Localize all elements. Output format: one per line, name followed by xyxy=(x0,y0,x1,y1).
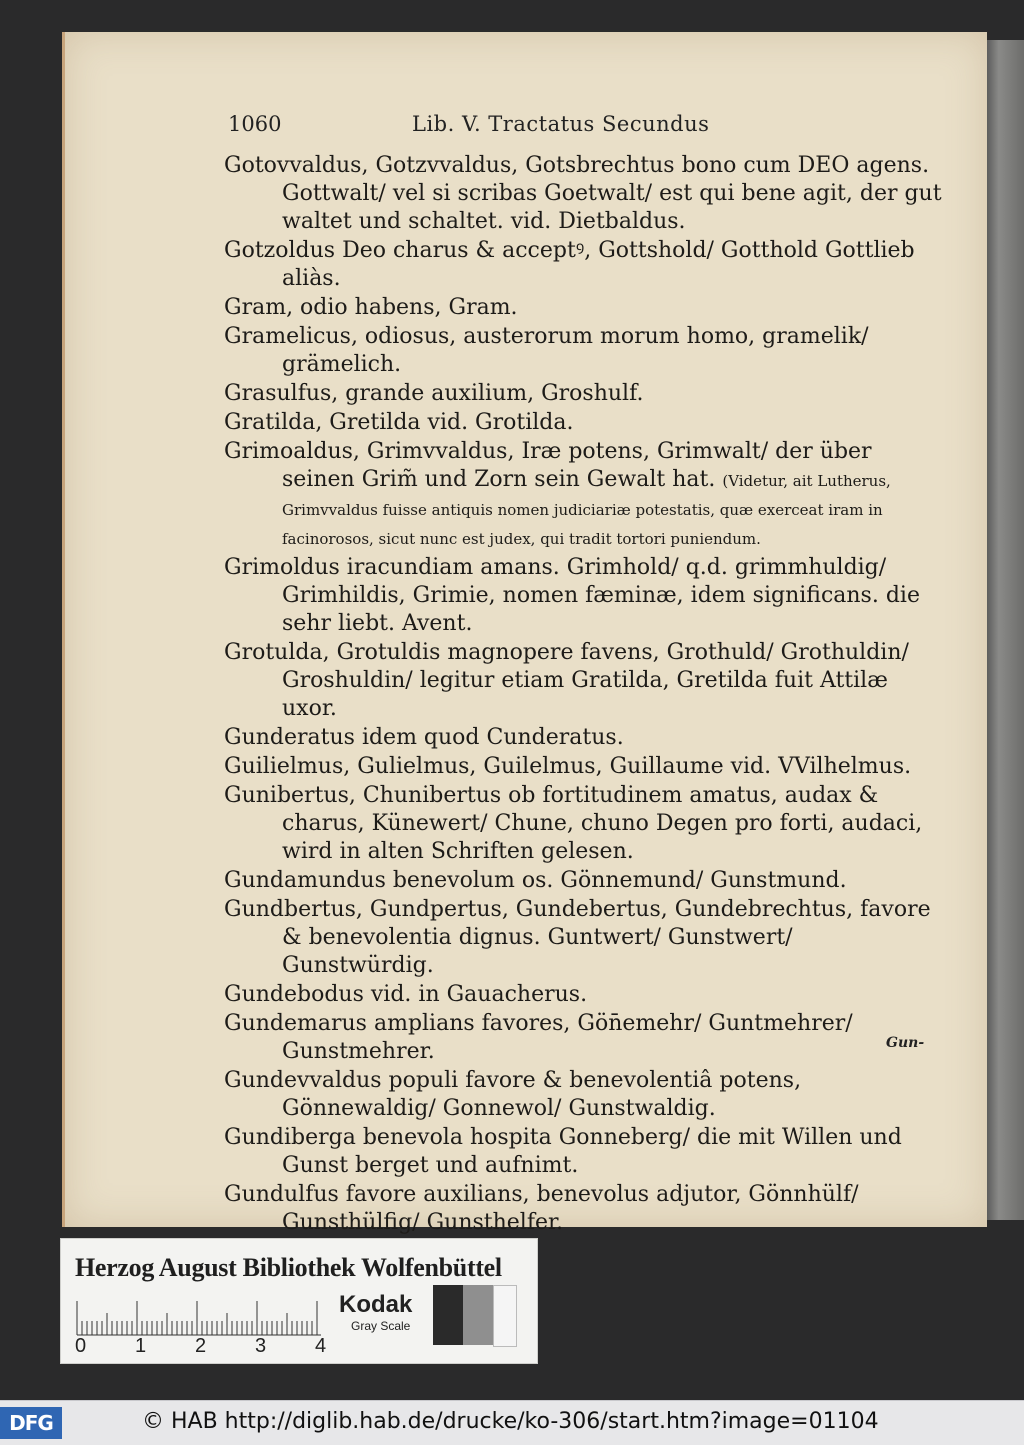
gray-scale-label: Gray Scale xyxy=(351,1319,411,1333)
entry-gunibertus: Gunibertus, Chunibertus ob fortitudinem amatus, audax & charus, Künewert/ Chune, chuno Degen pro forti, audaci, wird in alten Schriften gelesen. xyxy=(224,783,923,864)
swatch-black xyxy=(433,1285,463,1345)
running-title: Lib. V. Tractatus Secundus xyxy=(412,112,710,136)
footer-bar xyxy=(0,1400,1024,1445)
entry-gunderatus: Gunderatus idem quod Cunderatus. xyxy=(224,725,624,750)
entry-grimoaldus-note: (Videtur, ait Lutherus, Grimvvaldus fuisse antiquis nomen judiciariæ potestatis, quæ exerceat iram in facinorosos, sicut nunc est judex, qui tradit tortori puniendum. xyxy=(282,472,891,548)
kodak-logo: Kodak xyxy=(339,1291,413,1318)
entry-gram: Gram, odio habens, Gram. xyxy=(224,295,518,320)
entry-gramelicus: Gramelicus, odiosus, austerorum morum homo, gramelik/ grämelich. xyxy=(224,324,869,377)
ruler-number: 1 xyxy=(135,1335,147,1357)
entry-grotulda: Grotulda, Grotuldis magnopere favens, Grothuld/ Grothuldin/ Groshuldin/ legitur etiam Gratilda, Gretilda fuit Attilæ uxor. xyxy=(224,640,909,721)
entry-gundulfus: Gundulfus favore auxilians, benevolus adjutor, Gönnhülf/ Gunsthülfig/ Gunsthelfer. xyxy=(224,1182,859,1235)
ruler-number: 0 xyxy=(75,1335,87,1357)
entry-grimoaldus xyxy=(224,438,944,553)
glossary-entries xyxy=(224,152,944,1238)
entry-gotovvaldus: Gotovvaldus, Gotzvvaldus, Gotsbrechtus bono cum DEO agens. Gottwalt/ vel si scribas Goetwalt/ est qui bene agit, der gut waltet und schaltet. vid. Dietbaldus. xyxy=(224,153,942,234)
entry-gundevvaldus: Gundevvaldus populi favore & benevolentiâ potens, Gönnewaldig/ Gonnewol/ Gunstwaldig. xyxy=(224,1068,802,1121)
entry-gundamundus: Gundamundus benevolum os. Gönnemund/ Gunstmund. xyxy=(224,868,847,893)
adjacent-page-edge xyxy=(982,40,1024,1220)
entry-gundebodus: Gundebodus vid. in Gauacherus. xyxy=(224,982,588,1007)
ruler-number: 4 xyxy=(315,1335,327,1357)
entry-guilielmus: Guilielmus, Gulielmus, Guilelmus, Guillaume vid. VVilhelmus. xyxy=(224,754,912,779)
library-name: Herzog August Bibliothek Wolfenbüttel xyxy=(75,1253,502,1282)
swatch-white xyxy=(493,1285,517,1347)
entry-grimoldus: Grimoldus iracundiam amans. Grimhold/ q.d. grimmhuldig/ Grimhildis, Grimie, nomen fæminæ, idem significans. die sehr liebt. Avent. xyxy=(224,555,920,636)
ruler-number: 3 xyxy=(255,1335,267,1357)
library-color-card xyxy=(60,1238,538,1364)
copyright-link[interactable]: © HAB http://diglib.hab.de/drucke/ko-306/start.htm?image=01104 xyxy=(142,1409,879,1434)
entry-grasulfus: Grasulfus, grande auxilium, Groshulf. xyxy=(224,381,644,406)
entry-grimoaldus-text: Grimoaldus, Grimvvaldus, Iræ potens, Grimwalt/ der über seinen Grim̃ und Zorn sein Gewalt hat. xyxy=(224,439,872,492)
entry-gundbertus: Gundbertus, Gundpertus, Gundebertus, Gundebrechtus, favore & benevolentia dignus. Guntwert/ Gunstwert/ Gunstwürdig. xyxy=(224,897,931,978)
entry-gratilda: Gratilda, Gretilda vid. Grotilda. xyxy=(224,410,574,435)
catchword: Gun- xyxy=(886,1035,925,1051)
running-head xyxy=(228,112,948,142)
ruler-numbers xyxy=(69,1335,389,1359)
ruler-number: 2 xyxy=(195,1335,207,1357)
dfg-logo: DFG xyxy=(0,1407,62,1439)
page-number: 1060 xyxy=(228,112,282,136)
entry-gotzoldus: Gotzoldus Deo charus & acceptꝰ, Gottshold/ Gotthold Gottlieb aliàs. xyxy=(224,238,915,291)
swatch-gray xyxy=(463,1285,493,1345)
entry-gundemarus: Gundemarus amplians favores, Gön̄emehr/ Guntmehrer/ Gunstmehrer. xyxy=(224,1011,853,1064)
entry-gundiberga: Gundiberga benevola hospita Gonneberg/ die mit Willen und Gunst berget und aufnimt. xyxy=(224,1125,902,1178)
